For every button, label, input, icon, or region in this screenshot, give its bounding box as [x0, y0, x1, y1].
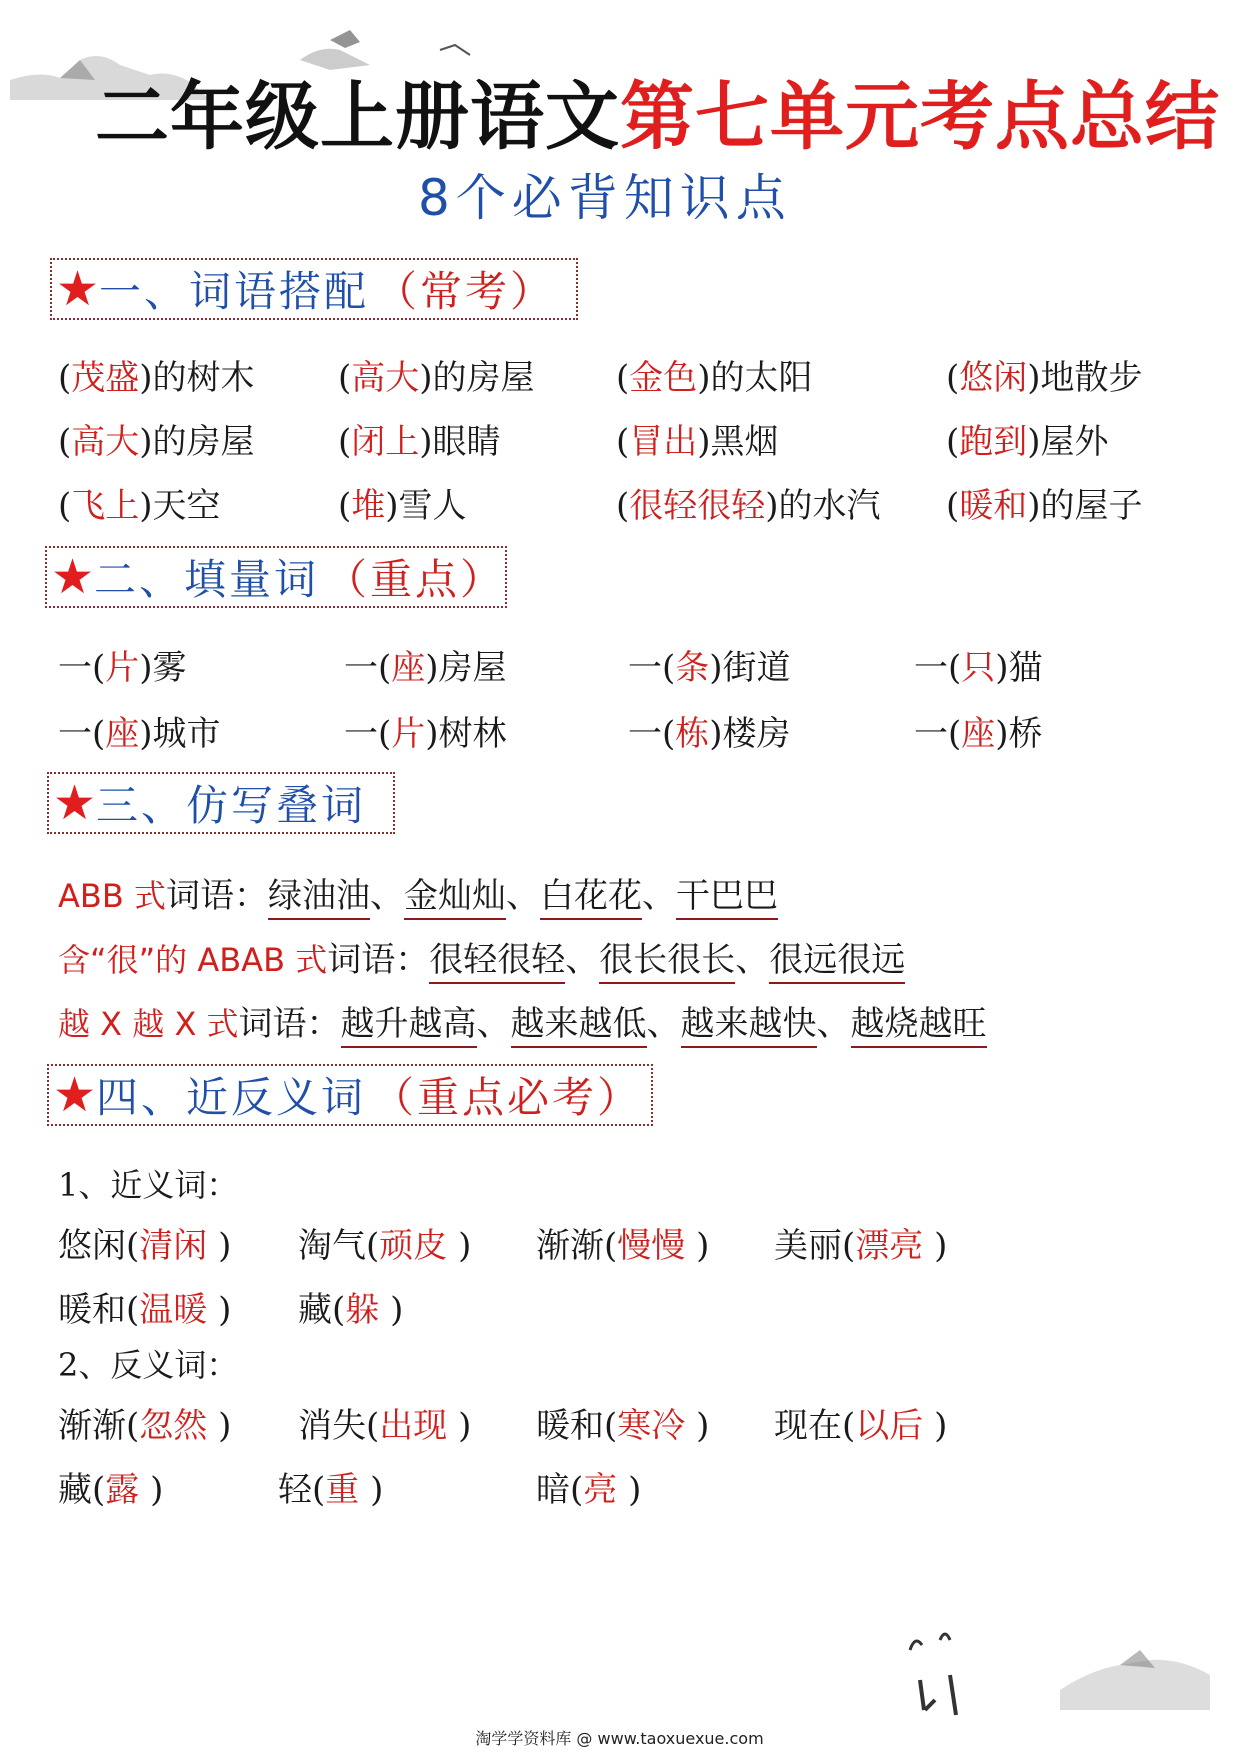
- answer-text: 漂亮: [855, 1226, 924, 1266]
- example-word: 白花花: [540, 876, 642, 920]
- title-part-grade: 二年级上册语文: [95, 74, 620, 160]
- footer-source: 淘学学资料库 @ www.taoxuexue.com: [475, 1729, 764, 1748]
- paren: ): [419, 422, 433, 462]
- paren: ): [1027, 358, 1041, 398]
- base-word: 现在: [774, 1406, 842, 1446]
- paren: (: [616, 486, 630, 526]
- measure-item: [344, 640, 507, 689]
- answer-text: 条: [675, 648, 710, 688]
- example-word: 越烧越旺: [851, 1004, 987, 1048]
- paren: (: [58, 486, 72, 526]
- separator: 、: [505, 876, 540, 916]
- paren: ): [139, 714, 153, 754]
- answer-text: 出现: [379, 1406, 448, 1446]
- word-pair: [536, 1462, 641, 1511]
- collocation-item: [616, 350, 813, 399]
- word-pair: [774, 1398, 947, 1447]
- paren: ): [425, 714, 439, 754]
- paren: (: [92, 1470, 106, 1510]
- section-title: 一、词语搭配: [99, 267, 370, 316]
- paren: (: [126, 1406, 140, 1446]
- base-word: 消失: [298, 1406, 366, 1446]
- paren: (: [842, 1226, 856, 1266]
- star-icon: ★: [53, 1067, 97, 1123]
- answer-text: 片: [391, 714, 426, 754]
- paren: ): [139, 1470, 164, 1510]
- base-word: 暖和: [536, 1406, 604, 1446]
- example-word: 绿油油: [268, 876, 370, 920]
- example-word: 干巴巴: [676, 876, 778, 920]
- answer-text: 温暖: [139, 1290, 208, 1330]
- numeral: 一: [344, 714, 378, 754]
- section-tag: （重点必考）: [372, 1073, 643, 1122]
- collocation-item: [338, 414, 501, 463]
- measure-item: [58, 640, 187, 689]
- separator: 、: [641, 876, 676, 916]
- numeral: 一: [914, 648, 948, 688]
- base-word: 暗: [536, 1470, 570, 1510]
- collocation-item: [946, 414, 1109, 463]
- base-word: 暖和: [58, 1290, 126, 1330]
- answer-text: 躲: [345, 1290, 380, 1330]
- phrase-text: 眼睛: [432, 422, 501, 462]
- section-tag: （重点）: [325, 555, 506, 604]
- phrase-text: 地散步: [1040, 358, 1143, 398]
- base-word: 美丽: [774, 1226, 842, 1266]
- section-heading-synonyms-antonyms: [47, 1064, 653, 1126]
- section-heading-measure-words: [45, 546, 507, 608]
- answer-text: 高大: [351, 358, 420, 398]
- answer-text: 重: [325, 1470, 360, 1510]
- paren: (: [338, 358, 352, 398]
- numeral: 一: [58, 714, 92, 754]
- pattern-suffix: 词语：: [238, 1004, 341, 1044]
- phrase-text: 的房屋: [432, 358, 535, 398]
- example-word: 金灿灿: [404, 876, 506, 920]
- noun-text: 桥: [1008, 714, 1043, 754]
- answer-text: 顽皮: [379, 1226, 448, 1266]
- paren: ): [995, 714, 1009, 754]
- answer-text: 寒冷: [617, 1406, 686, 1446]
- paren: ): [425, 648, 439, 688]
- measure-item: [58, 706, 221, 755]
- collocation-item: [338, 350, 535, 399]
- section-heading-reduplication: [47, 772, 395, 834]
- paren: ): [139, 358, 153, 398]
- collocation-item: [58, 350, 255, 399]
- noun-text: 楼房: [722, 714, 791, 754]
- paren: ): [697, 358, 711, 398]
- collocation-item: [616, 414, 779, 463]
- phrase-text: 的水汽: [778, 486, 881, 526]
- paren: ): [447, 1226, 472, 1266]
- paren: (: [58, 358, 72, 398]
- noun-text: 猫: [1008, 648, 1043, 688]
- paren: (: [946, 358, 960, 398]
- answer-text: 露: [105, 1470, 140, 1510]
- paren: (: [58, 422, 72, 462]
- phrase-text: 的树木: [152, 358, 255, 398]
- base-word: 渐渐: [536, 1226, 604, 1266]
- word-pair: [58, 1462, 163, 1511]
- collocation-item: [58, 478, 221, 527]
- noun-text: 树林: [438, 714, 507, 754]
- base-word: 悠闲: [58, 1226, 126, 1266]
- phrase-text: 的屋子: [1040, 486, 1143, 526]
- paren: (: [946, 422, 960, 462]
- phrase-text: 的房屋: [152, 422, 255, 462]
- measure-item: [628, 706, 791, 755]
- word-pair: [278, 1462, 383, 1511]
- paren: (: [604, 1406, 618, 1446]
- paren: (: [338, 486, 352, 526]
- star-icon: ★: [51, 549, 95, 605]
- paren: (: [946, 486, 960, 526]
- paren: ): [359, 1470, 384, 1510]
- word-pair: [298, 1282, 403, 1331]
- answer-text: 只: [961, 648, 996, 688]
- measure-item: [914, 640, 1043, 689]
- paren: ): [207, 1226, 232, 1266]
- pattern-suffix: 词语：: [165, 876, 268, 916]
- phrase-text: 雪人: [398, 486, 467, 526]
- answer-text: 座: [961, 714, 996, 754]
- phrase-text: 天空: [152, 486, 221, 526]
- noun-text: 雾: [152, 648, 187, 688]
- answer-text: 高大: [71, 422, 140, 462]
- paren: (: [92, 714, 106, 754]
- page-subtitle: 8个必背知识点: [418, 169, 792, 227]
- paren: ): [923, 1406, 948, 1446]
- base-word: 淘气: [298, 1226, 366, 1266]
- collocation-item: [946, 350, 1143, 399]
- answer-text: 堆: [351, 486, 386, 526]
- word-pair: [58, 1218, 231, 1267]
- paren: (: [662, 648, 676, 688]
- collocation-item: [338, 478, 467, 527]
- measure-item: [344, 706, 507, 755]
- numeral: 一: [628, 714, 662, 754]
- paren: ): [995, 648, 1009, 688]
- collocation-item: [946, 478, 1143, 527]
- paren: (: [662, 714, 676, 754]
- synonyms-title: 1、近义词：: [58, 1166, 239, 1204]
- answer-text: 座: [105, 714, 140, 754]
- answer-text: 片: [105, 648, 140, 688]
- numeral: 一: [58, 648, 92, 688]
- section-title: 四、近反义词: [96, 1073, 367, 1122]
- word-pair: [298, 1218, 471, 1267]
- answer-text: 暖和: [959, 486, 1028, 526]
- answer-text: 冒出: [629, 422, 698, 462]
- paren: (: [312, 1470, 326, 1510]
- paren: ): [139, 648, 153, 688]
- example-word: 越来越低: [511, 1004, 647, 1048]
- phrase-text: 的太阳: [710, 358, 813, 398]
- paren: (: [616, 422, 630, 462]
- pattern-label: 越 X 越 X 式: [58, 1005, 239, 1043]
- paren: ): [697, 422, 711, 462]
- answer-text: 悠闲: [959, 358, 1028, 398]
- pattern-label: 含“很”的 ABAB 式: [58, 941, 328, 979]
- paren: (: [378, 648, 392, 688]
- paren: (: [604, 1226, 618, 1266]
- phrase-text: 屋外: [1040, 422, 1109, 462]
- collocation-item: [58, 414, 255, 463]
- collocation-item: [616, 478, 881, 527]
- example-word: 很轻很轻: [429, 940, 565, 984]
- answer-text: 忽然: [139, 1406, 208, 1446]
- noun-text: 街道: [722, 648, 791, 688]
- example-word: 越来越快: [681, 1004, 817, 1048]
- title-part-unit: 第七单元考点总结: [620, 74, 1220, 160]
- measure-item: [628, 640, 791, 689]
- answer-text: 清闲: [139, 1226, 208, 1266]
- word-pair: [536, 1218, 709, 1267]
- paren: (: [616, 358, 630, 398]
- noun-text: 房屋: [438, 648, 507, 688]
- paren: ): [419, 358, 433, 398]
- answer-text: 亮: [583, 1470, 618, 1510]
- paren: (: [126, 1226, 140, 1266]
- paren: ): [385, 486, 399, 526]
- base-word: 轻: [278, 1470, 312, 1510]
- pattern-suffix: 词语：: [327, 940, 430, 980]
- paren: ): [617, 1470, 642, 1510]
- paren: ): [447, 1406, 472, 1446]
- answer-text: 座: [391, 648, 426, 688]
- paren: (: [366, 1226, 380, 1266]
- separator: 、: [476, 1004, 511, 1044]
- ink-landscape-bottom: [880, 1620, 1230, 1730]
- example-word: 越升越高: [341, 1004, 477, 1048]
- answer-text: 飞上: [71, 486, 140, 526]
- paren: ): [709, 714, 723, 754]
- paren: ): [1027, 486, 1041, 526]
- paren: ): [923, 1226, 948, 1266]
- star-icon: ★: [56, 261, 100, 317]
- example-word: 很远很远: [769, 940, 905, 984]
- paren: (: [92, 648, 106, 688]
- paren: (: [570, 1470, 584, 1510]
- paren: ): [207, 1406, 232, 1446]
- word-pair: [58, 1282, 231, 1331]
- word-pair: [58, 1398, 231, 1447]
- separator: 、: [369, 876, 404, 916]
- paren: ): [685, 1226, 710, 1266]
- antonyms-title: 2、反义词：: [58, 1346, 239, 1384]
- star-icon: ★: [53, 775, 97, 831]
- paren: ): [139, 422, 153, 462]
- paren: ): [379, 1290, 404, 1330]
- noun-text: 城市: [152, 714, 221, 754]
- separator: 、: [646, 1004, 681, 1044]
- separator: 、: [565, 940, 600, 980]
- reduplication-line: [58, 932, 905, 981]
- paren: (: [948, 714, 962, 754]
- answer-text: 栋: [675, 714, 710, 754]
- numeral: 一: [344, 648, 378, 688]
- answer-text: 闭上: [351, 422, 420, 462]
- example-word: 很长很长: [599, 940, 735, 984]
- separator: 、: [735, 940, 770, 980]
- answer-text: 以后: [855, 1406, 924, 1446]
- measure-item: [914, 706, 1043, 755]
- answer-text: 慢慢: [617, 1226, 686, 1266]
- base-word: 藏: [58, 1470, 92, 1510]
- paren: ): [1027, 422, 1041, 462]
- page-title: [95, 58, 1220, 160]
- paren: (: [842, 1406, 856, 1446]
- paren: (: [338, 422, 352, 462]
- section-tag: （常考）: [375, 267, 556, 316]
- word-pair: [774, 1218, 947, 1267]
- paren: ): [685, 1406, 710, 1446]
- answer-text: 跑到: [959, 422, 1028, 462]
- paren: (: [366, 1406, 380, 1446]
- paren: ): [765, 486, 779, 526]
- paren: ): [207, 1290, 232, 1330]
- pattern-label: ABB 式: [58, 877, 166, 915]
- section-heading-collocation: [50, 258, 578, 320]
- paren: (: [948, 648, 962, 688]
- word-pair: [536, 1398, 709, 1447]
- paren: (: [332, 1290, 346, 1330]
- base-word: 藏: [298, 1290, 332, 1330]
- paren: ): [139, 486, 153, 526]
- reduplication-line: [58, 868, 778, 917]
- word-pair: [298, 1398, 471, 1447]
- section-title: 三、仿写叠词: [96, 781, 367, 830]
- answer-text: 茂盛: [71, 358, 140, 398]
- paren: (: [378, 714, 392, 754]
- separator: 、: [816, 1004, 851, 1044]
- reduplication-line: [58, 996, 987, 1045]
- numeral: 一: [628, 648, 662, 688]
- section-title: 二、填量词: [94, 555, 320, 604]
- paren: (: [126, 1290, 140, 1330]
- paren: ): [709, 648, 723, 688]
- numeral: 一: [914, 714, 948, 754]
- answer-text: 金色: [629, 358, 698, 398]
- phrase-text: 黑烟: [710, 422, 779, 462]
- answer-text: 很轻很轻: [629, 486, 766, 526]
- base-word: 渐渐: [58, 1406, 126, 1446]
